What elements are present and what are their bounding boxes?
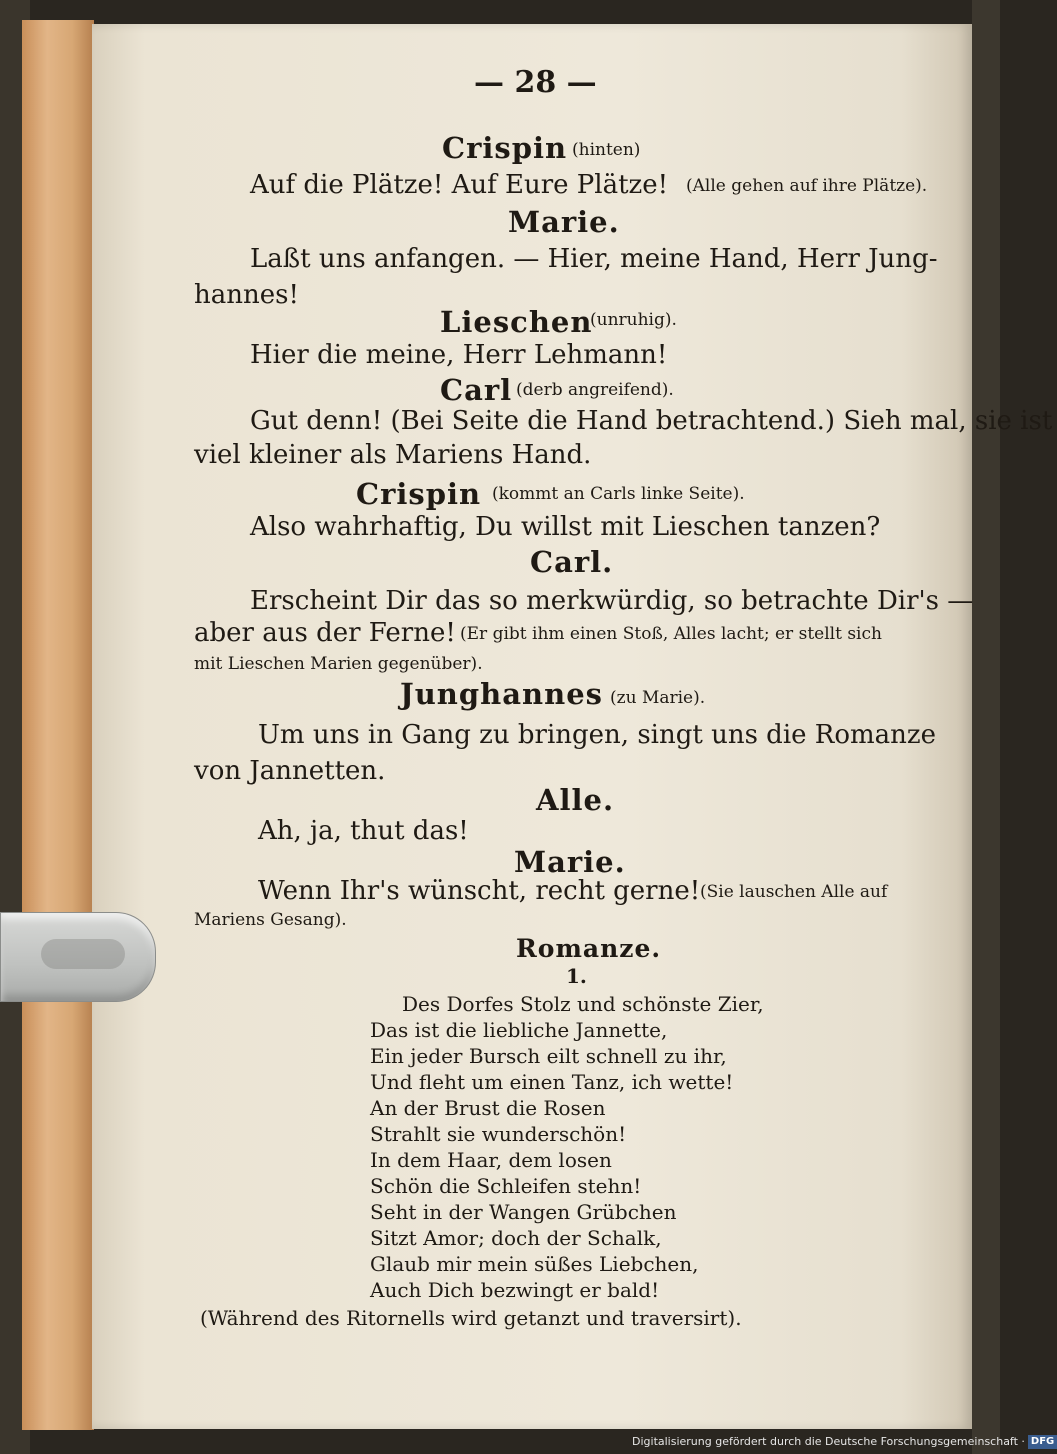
stage-direction: (Er gibt ihm einen Stoß, Alles lacht; er stellt sich <box>460 624 882 644</box>
verse-line: Seht in der Wangen Grübchen <box>370 1200 677 1224</box>
verse-line: Auch Dich bezwingt er bald! <box>370 1278 660 1302</box>
stage-direction: (hinten) <box>572 140 641 160</box>
scan-background-right <box>972 0 1000 1454</box>
closing-stage-direction: (Während des Ritornells wird getanzt und traversirt). <box>200 1306 742 1330</box>
dfg-logo: DFG <box>1028 1435 1057 1449</box>
verse-line: Strahlt sie wunderschön! <box>370 1122 627 1146</box>
dialogue-line: Laßt uns anfangen. — Hier, meine Hand, Herr Jung- <box>250 244 938 274</box>
stage-direction: Mariens Gesang). <box>194 910 347 930</box>
footer-credit <box>632 1430 1055 1454</box>
dialogue-line: Gut denn! (Bei Seite die Hand betrachtend.) Sieh mal, sie ist <box>250 406 1053 436</box>
verse-line: Des Dorfes Stolz und schönste Zier, <box>402 992 764 1016</box>
speaker-junghannes: Junghannes <box>400 677 603 711</box>
speaker-alle: Alle. <box>536 783 615 817</box>
stage-direction: (Alle gehen auf ihre Plätze). <box>686 176 928 196</box>
speaker-crispin: Crispin <box>356 477 482 511</box>
speaker-carl: Carl <box>440 373 513 407</box>
stage-direction: (Sie lauschen Alle auf <box>700 882 888 902</box>
speaker-lieschen: Lieschen <box>440 305 593 339</box>
page-clip <box>0 912 156 1002</box>
stage-direction: (zu Marie). <box>610 688 706 708</box>
dialogue-line: hannes! <box>194 280 299 310</box>
dialogue-line: Hier die meine, Herr Lehmann! <box>250 340 668 370</box>
stage-direction: (kommt an Carls linke Seite). <box>492 484 745 504</box>
footer-text: Digitalisierung gefördert durch die Deutsche Forschungsgemeinschaft · <box>632 1435 1025 1448</box>
dialogue-line: von Jannetten. <box>194 756 386 786</box>
stage-direction: (derb angreifend). <box>516 380 674 400</box>
verse-line: Das ist die liebliche Jannette, <box>370 1018 668 1042</box>
speaker-carl: Carl. <box>530 545 614 579</box>
dialogue-line: Wenn Ihr's wünscht, recht gerne! <box>258 876 701 906</box>
stage-direction: (unruhig). <box>590 310 677 330</box>
verse-line: Schön die Schleifen stehn! <box>370 1174 642 1198</box>
book-page-edges <box>22 20 94 1430</box>
verse-number: 1. <box>566 964 587 988</box>
speaker-marie: Marie. <box>508 205 620 239</box>
verse-line: Glaub mir mein süßes Liebchen, <box>370 1252 699 1276</box>
dialogue-line: Also wahrhaftig, Du willst mit Lieschen tanzen? <box>250 512 881 542</box>
dialogue-line: Auf die Plätze! Auf Eure Plätze! <box>250 170 669 200</box>
verse-line: Und fleht um einen Tanz, ich wette! <box>370 1070 734 1094</box>
dialogue-line: Erscheint Dir das so merkwürdig, so betrachte Dir's — <box>250 586 974 616</box>
verse-line: Ein jeder Bursch eilt schnell zu ihr, <box>370 1044 727 1068</box>
verse-line: An der Brust die Rosen <box>370 1096 606 1120</box>
page-number: — 28 — <box>474 65 597 100</box>
speaker-marie: Marie. <box>514 845 626 879</box>
verse-line: Sitzt Amor; doch der Schalk, <box>370 1226 662 1250</box>
verse-line: In dem Haar, dem losen <box>370 1148 612 1172</box>
dialogue-line: aber aus der Ferne! <box>194 618 456 648</box>
dialogue-line: Um uns in Gang zu bringen, singt uns die Romanze <box>258 720 937 750</box>
stage-direction: mit Lieschen Marien gegenüber). <box>194 654 483 674</box>
speaker-crispin: Crispin <box>442 131 568 165</box>
dialogue-line: viel kleiner als Mariens Hand. <box>194 440 592 470</box>
dialogue-line: Ah, ja, thut das! <box>258 816 469 846</box>
song-title: Romanze. <box>516 934 662 963</box>
